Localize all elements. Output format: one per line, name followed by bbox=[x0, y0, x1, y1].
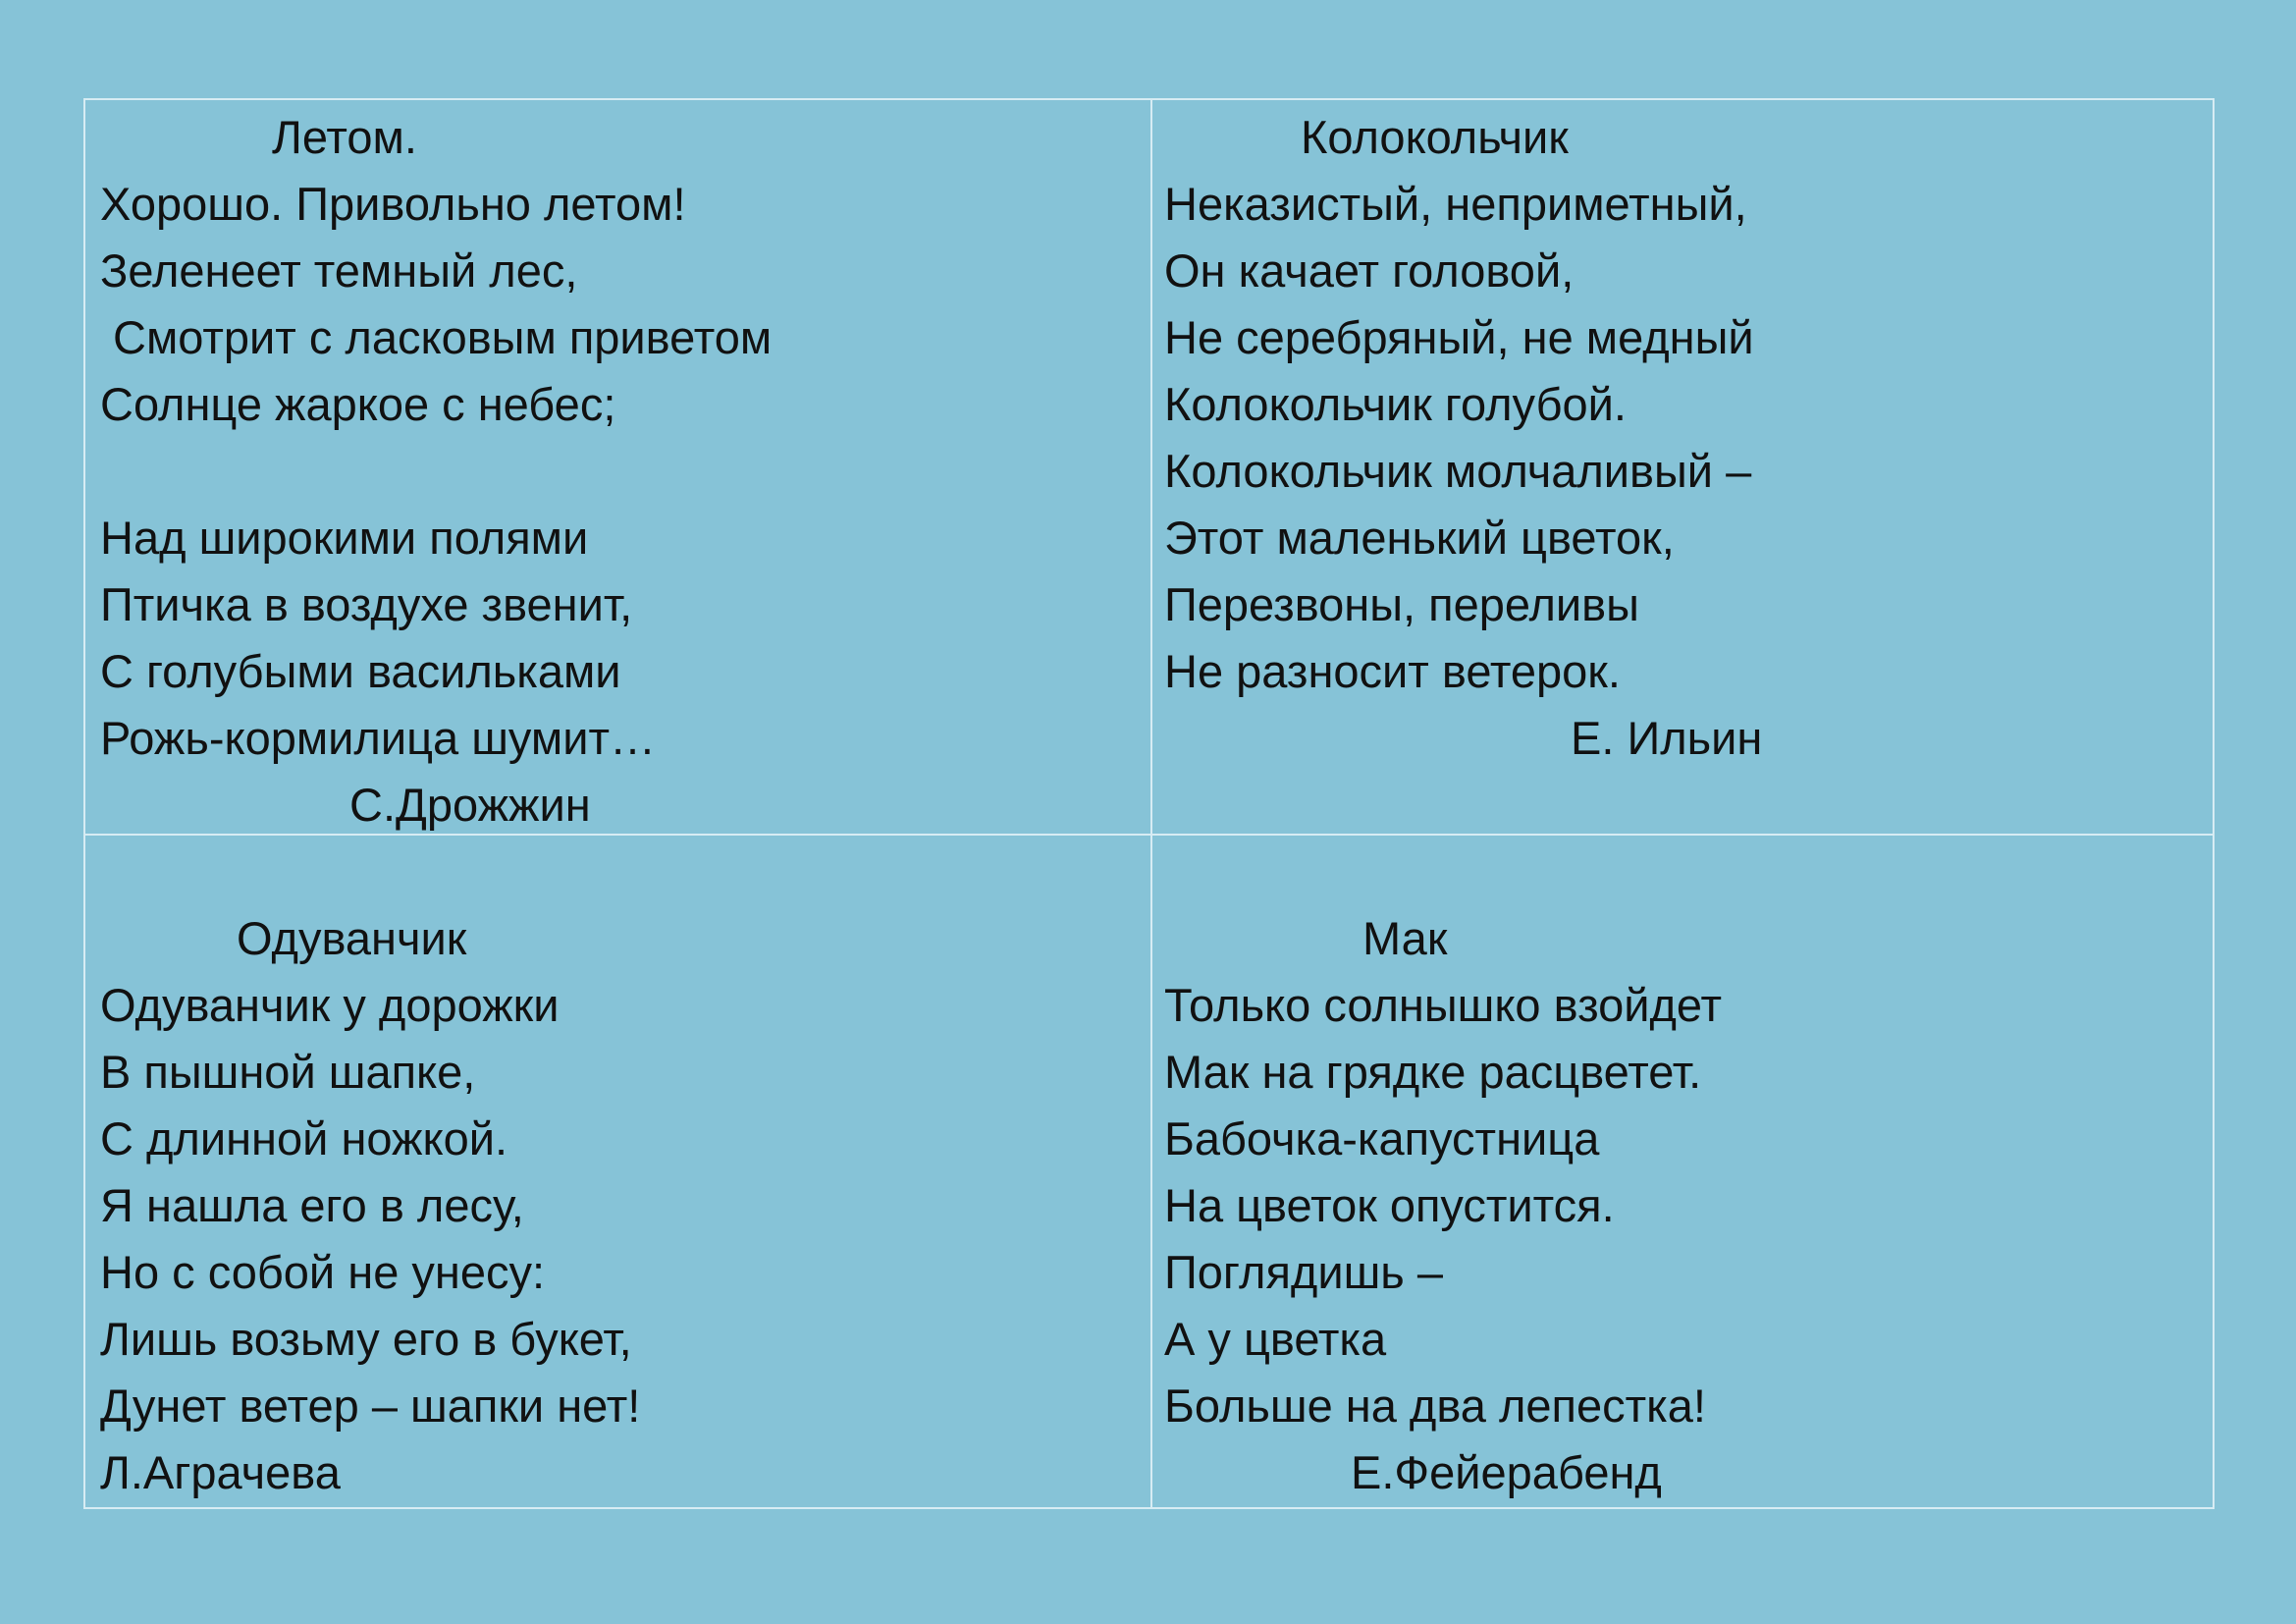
poem-bluebell bbox=[1164, 104, 1762, 772]
poem-author: Е.Фейерабенд bbox=[1351, 1446, 1662, 1498]
poem-title: Мак bbox=[1362, 912, 1448, 964]
poem-line: Не серебряный, не медный bbox=[1164, 311, 1754, 363]
poem-line: Только солнышко взойдет bbox=[1164, 979, 1723, 1031]
poem-author: Л.Аграчева bbox=[100, 1446, 341, 1498]
poem-line: Но с собой не унесу: bbox=[100, 1246, 546, 1298]
poem-line: В пышной шапке, bbox=[100, 1046, 476, 1098]
poem-line: Колокольчик молчаливый – bbox=[1164, 445, 1752, 497]
poem-line: Этот маленький цветок, bbox=[1164, 512, 1675, 564]
poem-line: Над широкими полями bbox=[100, 512, 589, 564]
poem-author: С.Дрожжин bbox=[349, 779, 591, 831]
poem-line: Бабочка-капустница bbox=[1164, 1112, 1600, 1164]
vertical-divider bbox=[1150, 100, 1152, 1507]
poem-line: Перезвоны, переливы bbox=[1164, 578, 1639, 630]
poem-line: Одуванчик у дорожки bbox=[100, 979, 560, 1031]
poem-line: С длинной ножкой. bbox=[100, 1112, 508, 1164]
poem-table bbox=[83, 98, 2215, 1509]
poem-line: Хорошо. Привольно летом! bbox=[100, 178, 686, 230]
poem-line: Птичка в воздухе звенит, bbox=[100, 578, 633, 630]
poem-line: Не разносит ветерок. bbox=[1164, 645, 1621, 697]
poem-line: Неказистый, неприметный, bbox=[1164, 178, 1747, 230]
poem-line: Колокольчик голубой. bbox=[1164, 378, 1627, 430]
poem-line: Мак на грядке расцветет. bbox=[1164, 1046, 1702, 1098]
poem-line: Дунет ветер – шапки нет! bbox=[100, 1380, 641, 1432]
poem-poppy bbox=[1164, 905, 1722, 1506]
poem-summer bbox=[100, 104, 772, 839]
poem-dandelion bbox=[100, 905, 640, 1506]
poem-line: С голубыми васильками bbox=[100, 645, 621, 697]
poem-line: Поглядишь – bbox=[1164, 1246, 1443, 1298]
poem-line: А у цветка bbox=[1164, 1313, 1387, 1365]
poem-line: Смотрит с ласковым приветом bbox=[113, 311, 773, 363]
poem-line: Зеленеет темный лес, bbox=[100, 244, 578, 297]
poem-title: Колокольчик bbox=[1301, 111, 1569, 163]
poem-line: Рожь-кормилица шумит… bbox=[100, 712, 656, 764]
stanza-gap bbox=[100, 438, 772, 505]
poem-line: На цветок опустится. bbox=[1164, 1179, 1615, 1231]
poem-title: Одуванчик bbox=[237, 912, 467, 964]
poem-line: Больше на два лепестка! bbox=[1164, 1380, 1706, 1432]
poem-title: Летом. bbox=[272, 111, 417, 163]
poem-line: Лишь возьму его в букет, bbox=[100, 1313, 632, 1365]
poem-line: Солнце жаркое с небес; bbox=[100, 378, 616, 430]
poem-line: Я нашла его в лесу, bbox=[100, 1179, 524, 1231]
poem-line: Он качает головой, bbox=[1164, 244, 1575, 297]
poem-author: Е. Ильин bbox=[1571, 712, 1763, 764]
